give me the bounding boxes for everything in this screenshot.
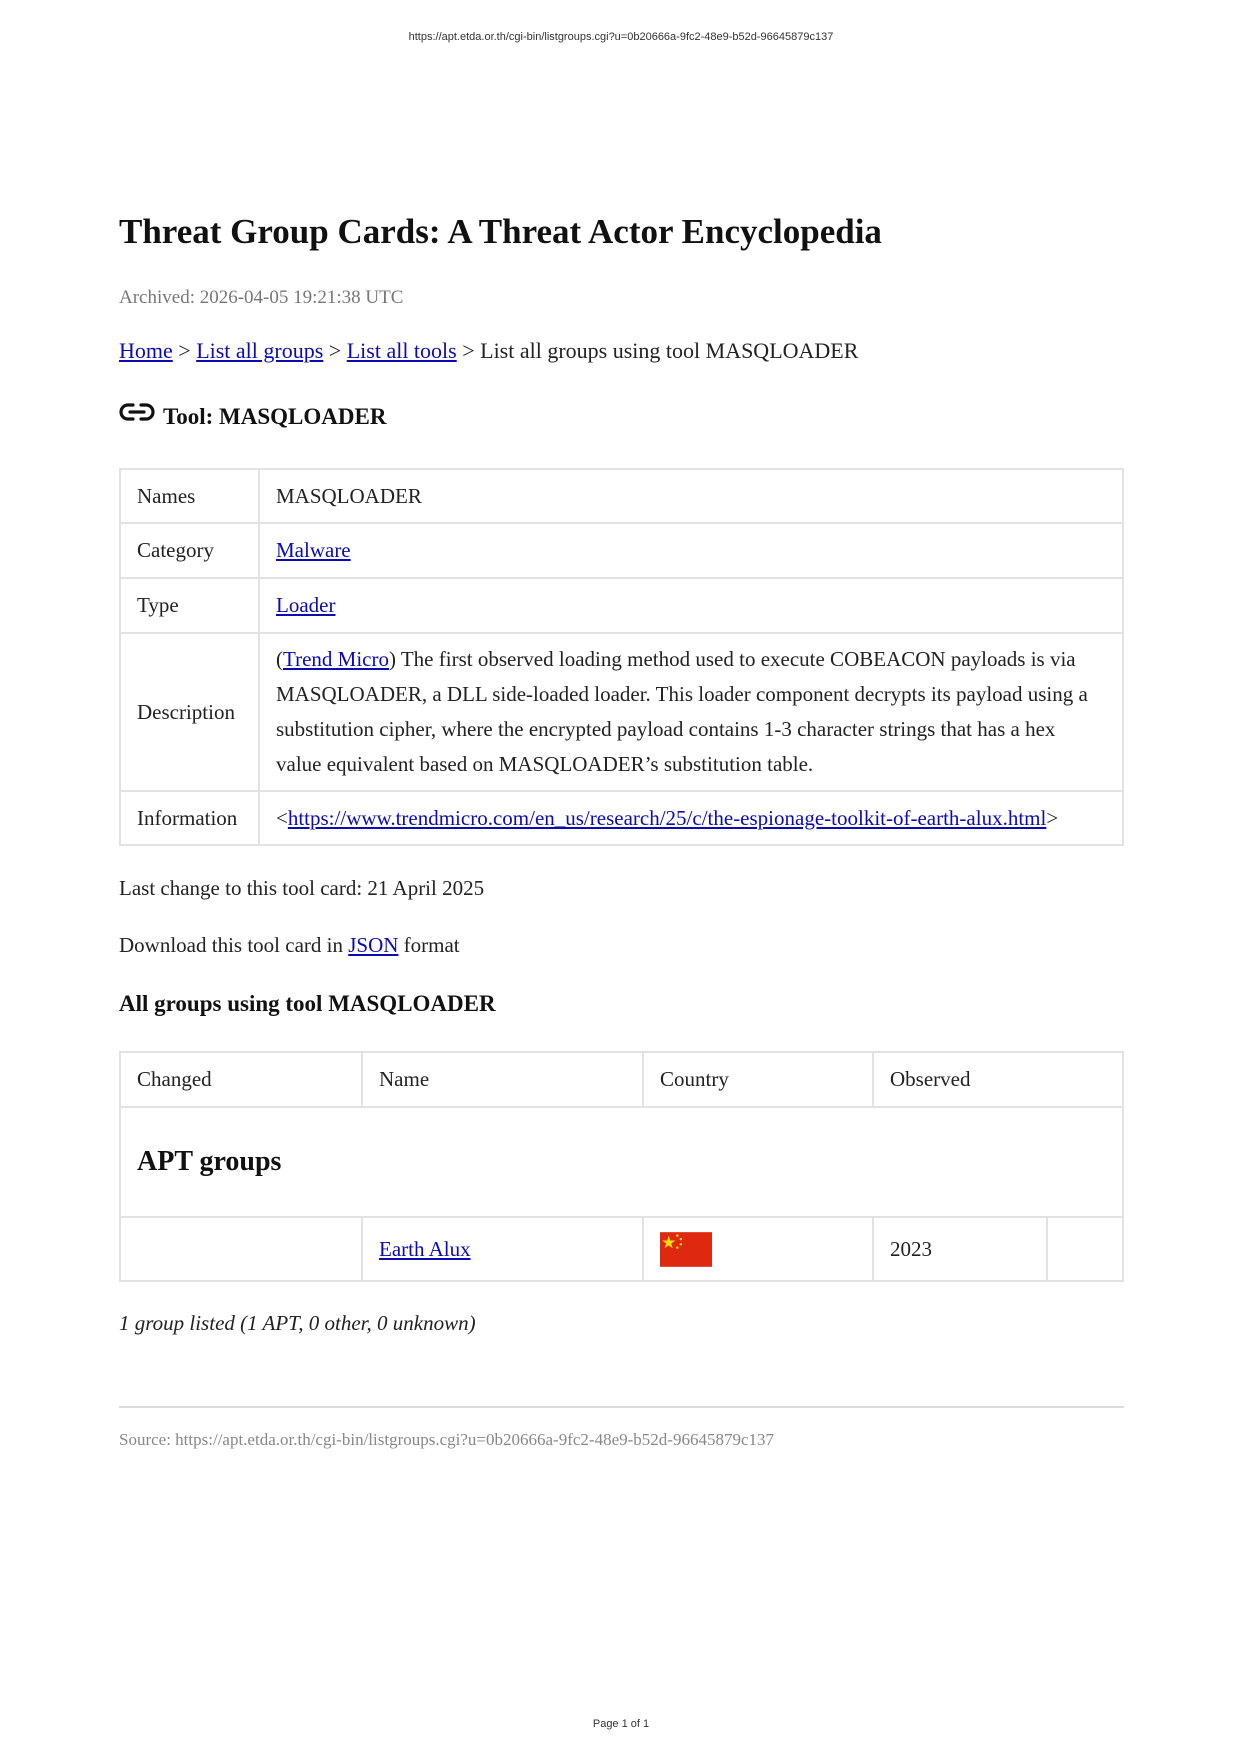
type-link[interactable]: Loader bbox=[276, 593, 336, 617]
table-row bbox=[120, 1217, 1123, 1281]
groups-table bbox=[119, 1051, 1124, 1282]
group-link-earth-alux[interactable]: Earth Alux bbox=[379, 1236, 471, 1261]
download-prefix: Download this tool card in bbox=[119, 933, 349, 957]
names-value: MASQLOADER bbox=[259, 469, 1123, 523]
download-line bbox=[119, 933, 460, 958]
link-icon bbox=[119, 402, 155, 422]
name-cell bbox=[362, 1217, 643, 1281]
section-row bbox=[120, 1107, 1123, 1217]
description-open-paren: ( bbox=[276, 647, 283, 671]
column-header-country: Country bbox=[643, 1052, 873, 1107]
changed-cell bbox=[120, 1217, 362, 1281]
table-header-row bbox=[120, 1052, 1123, 1107]
table-row bbox=[120, 523, 1123, 578]
information-close-bracket: > bbox=[1046, 805, 1059, 830]
breadcrumb-list-tools-link[interactable]: List all tools bbox=[346, 338, 457, 363]
tool-heading-text: Tool: MASQLOADER bbox=[163, 404, 387, 429]
archived-timestamp: Archived: 2026-04-05 19:21:38 UTC bbox=[119, 287, 404, 308]
column-header-changed: Changed bbox=[120, 1052, 362, 1107]
breadcrumb-list-groups-link[interactable]: List all groups bbox=[196, 338, 324, 363]
category-label: Category bbox=[120, 523, 259, 578]
extra-cell bbox=[1047, 1217, 1123, 1281]
information-open-bracket: < bbox=[276, 805, 288, 830]
json-download-link[interactable]: JSON bbox=[348, 933, 399, 957]
section-title-apt-groups: APT groups bbox=[120, 1107, 1123, 1217]
names-label: Names bbox=[120, 469, 259, 523]
description-source-link[interactable]: Trend Micro bbox=[283, 647, 389, 671]
tool-info-table bbox=[119, 468, 1124, 846]
china-flag-icon bbox=[660, 1232, 712, 1267]
table-row bbox=[120, 791, 1123, 845]
breadcrumb-separator: > bbox=[172, 338, 197, 363]
source-url: Source: https://apt.etda.or.th/cgi-bin/listgroups.cgi?u=0b20666a-9fc2-48e9-b52d-96645879c137 bbox=[119, 1430, 774, 1449]
category-link[interactable]: Malware bbox=[276, 538, 351, 562]
last-change-text: Last change to this tool card: 21 April 2025 bbox=[119, 876, 485, 900]
download-suffix: format bbox=[398, 933, 460, 957]
information-cell bbox=[259, 791, 1123, 845]
groups-summary: 1 group listed (1 APT, 0 other, 0 unknown) bbox=[119, 1311, 476, 1335]
tool-heading bbox=[119, 404, 386, 430]
column-header-name: Name bbox=[362, 1052, 643, 1107]
table-row bbox=[120, 633, 1123, 791]
table-row bbox=[120, 578, 1123, 633]
print-header-url: https://apt.etda.or.th/cgi-bin/listgroups.cgi?u=0b20666a-9fc2-48e9-b52d-96645879c137 bbox=[408, 31, 834, 43]
column-header-observed: Observed bbox=[873, 1052, 1123, 1107]
page-title: Threat Group Cards: A Threat Actor Encyclopedia bbox=[119, 212, 882, 251]
breadcrumb bbox=[119, 338, 858, 364]
page-number: Page 1 of 1 bbox=[592, 1718, 650, 1730]
table-row bbox=[120, 469, 1123, 523]
breadcrumb-separator: > bbox=[323, 338, 347, 363]
description-text: ) The first observed loading method used to execute COBEACON payloads is via MASQLOADER, a DLL side-loaded loader. This loader component decrypts its payload using a substitution cipher, where the encrypted payload contains 1-3 character strings that has a hex value equivalent based on MASQLOADER’s substitution table. bbox=[276, 647, 1088, 776]
divider bbox=[119, 1406, 1124, 1408]
groups-heading: All groups using tool MASQLOADER bbox=[119, 991, 496, 1016]
description-label: Description bbox=[120, 633, 259, 791]
observed-cell: 2023 bbox=[873, 1217, 1047, 1281]
type-label: Type bbox=[120, 578, 259, 633]
type-cell bbox=[259, 578, 1123, 633]
information-label: Information bbox=[120, 791, 259, 845]
breadcrumb-home-link[interactable]: Home bbox=[119, 338, 173, 363]
description-cell bbox=[259, 633, 1123, 791]
category-cell bbox=[259, 523, 1123, 578]
breadcrumb-current: > List all groups using tool MASQLOADER bbox=[456, 338, 859, 363]
country-cell bbox=[643, 1217, 873, 1281]
information-link[interactable]: https://www.trendmicro.com/en_us/research/25/c/the-espionage-toolkit-of-earth-alux.html bbox=[287, 805, 1047, 830]
